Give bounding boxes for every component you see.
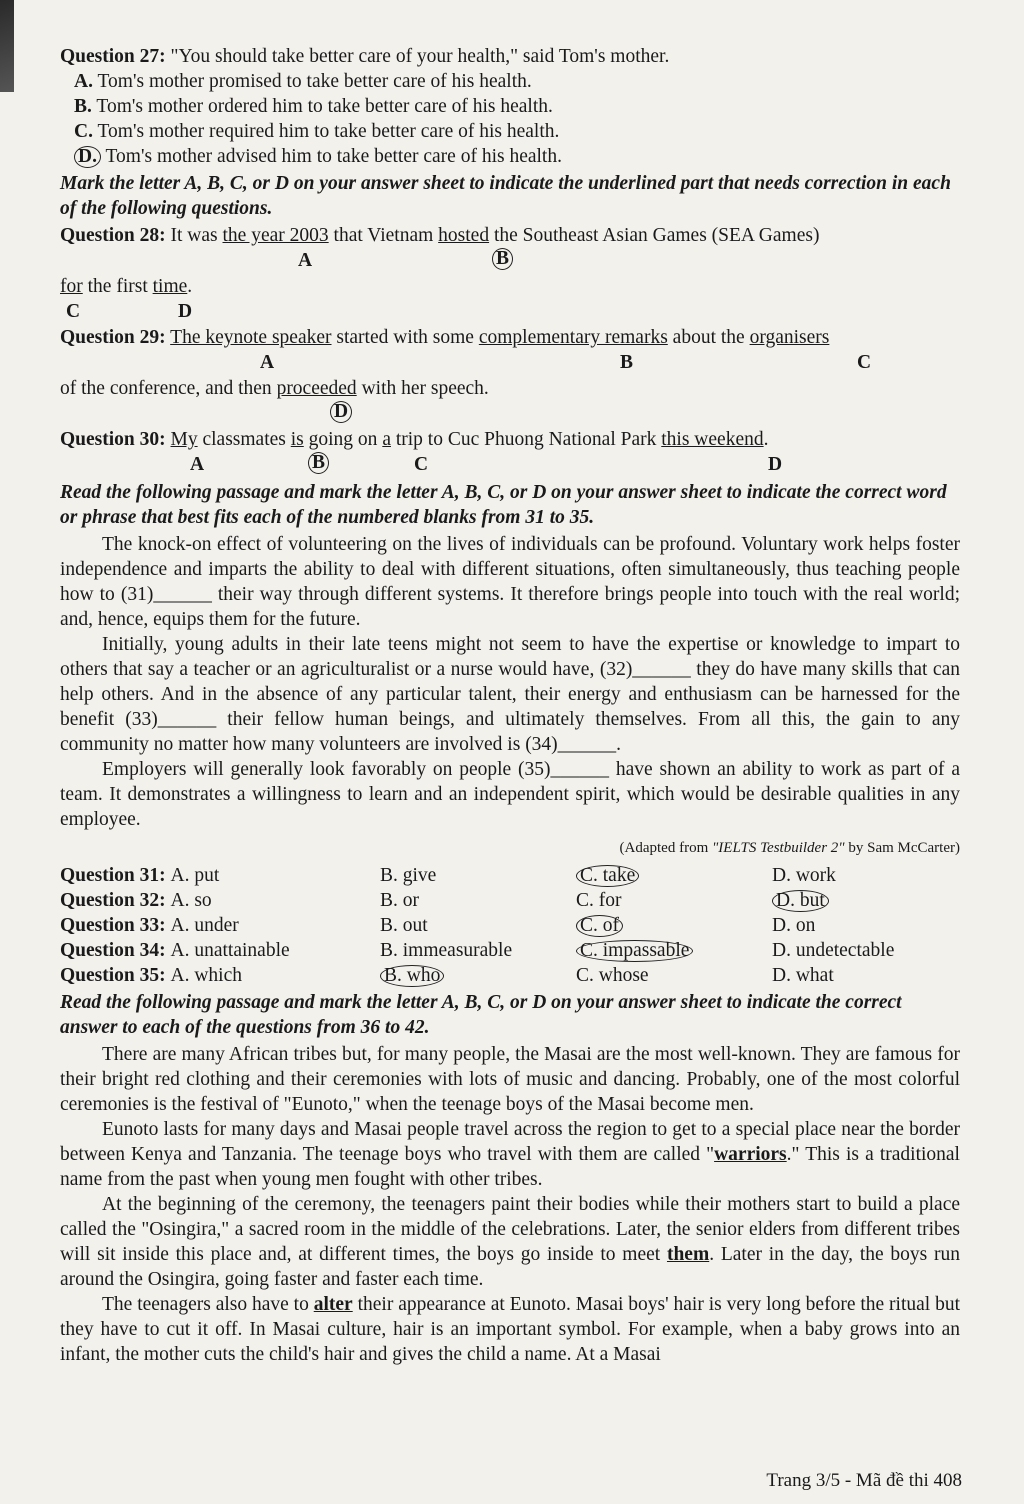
answer-question-cell — [60, 938, 380, 963]
text: It was — [170, 225, 223, 246]
text: . — [763, 429, 769, 450]
part-letter-c: C — [857, 352, 872, 373]
choice-b: B. immeasurable — [380, 940, 513, 961]
letter-row — [60, 299, 960, 325]
text: that Vietnam — [328, 225, 439, 246]
choice-a: A. put — [170, 865, 220, 886]
text: . Later in the day, the boys run around the Osingira, going faster and faster each time. — [60, 1244, 961, 1290]
underlined-part-b: is — [290, 429, 304, 450]
passage-1-paragraph: Initially, young adults in their late teens might not seem to have the expertise or knowledge to impart to others that say a teacher or an agriculturalist or a nurse would have, (32)______ they do have many skills that can help others. And in the absence of any particular talent, their energy and enthusiasm can be harnessed for the benefit (33)______ their fellow human beings, and ultimately themselves. From all this, the gain to any community no matter how many volunteers are involved is (34)______. — [60, 634, 960, 755]
option-letter: B. — [74, 96, 92, 117]
question-29 — [60, 325, 960, 350]
text: Eunoto lasts for many days and Masai people travel across the region to get to a special place near the border between Kenya and Tanzania. The teenage boys who travel with them are called " — [60, 1119, 960, 1165]
answer-row-31 — [60, 863, 960, 888]
circled-choice-c: C. impassable — [576, 940, 693, 962]
question-label: Question 34: — [60, 940, 166, 961]
source-title: "IELTS Testbuilder 2" — [712, 840, 845, 856]
letter-row — [60, 401, 960, 427]
answer-row-34 — [60, 938, 960, 963]
choice-b-cell — [380, 963, 576, 988]
answer-row-33 — [60, 913, 960, 938]
text: about the — [667, 327, 750, 348]
choice-d: D. on — [772, 915, 816, 936]
question-label: Question 33: — [60, 915, 166, 936]
question-label: Question 30: — [60, 429, 166, 450]
question-stem: "You should take better care of your health," said Tom's mother. — [170, 46, 670, 67]
option-a — [74, 69, 960, 94]
letter-row — [60, 248, 960, 274]
passage-2-paragraph — [60, 1117, 960, 1192]
choice-a: A. so — [170, 890, 212, 911]
part-letter-a: A — [298, 250, 313, 271]
choice-c: C. for — [576, 890, 622, 911]
circled-choice-c: C. of — [576, 915, 623, 937]
source-citation — [60, 836, 960, 861]
question-28-line-2 — [60, 274, 960, 299]
choice-d: D. undetectable — [772, 940, 895, 961]
underlined-part-b: complementary remarks — [478, 327, 668, 348]
choice-c: C. whose — [576, 965, 649, 986]
underlined-part-b: hosted — [438, 225, 490, 246]
choice-b: B. or — [380, 890, 419, 911]
part-letter-c: C — [66, 301, 81, 322]
text: with her speech. — [356, 378, 489, 399]
answer-question-cell — [60, 888, 380, 913]
answer-row-32 — [60, 888, 960, 913]
passage-2-paragraph — [60, 1292, 960, 1367]
choice-c-cell — [576, 938, 772, 963]
option-b — [74, 94, 960, 119]
part-letter-d: D — [768, 454, 783, 475]
choice-a: A. unattainable — [170, 940, 290, 961]
question-label: Question 35: — [60, 965, 166, 986]
instruction-36-42: Read the following passage and mark the letter A, B, C, or D on your answer sheet to indicate the correct answer to each of the questions from 36 to 42. — [60, 992, 902, 1038]
option-letter: C. — [74, 121, 93, 142]
choice-d-cell — [772, 888, 960, 913]
underlined-part-d: proceeded — [276, 378, 357, 399]
circled-choice-c: C. take — [576, 865, 639, 887]
text: At the beginning of the ceremony, the teenagers paint their bodies while their mothers start to build a place called the "Osingira," a sacred room in the middle of the celebrations. Later, the senior elders from different tribes will sit inside this place and, at different times, the boys go inside to meet — [60, 1194, 960, 1265]
circled-option-letter: D. — [74, 146, 101, 168]
underlined-part-a: My — [170, 429, 198, 450]
option-letter: A. — [74, 71, 93, 92]
underlined-part-c: a — [382, 429, 391, 450]
text: classmates — [197, 429, 291, 450]
question-label: Question 28: — [60, 225, 166, 246]
source-suffix: by Sam McCarter) — [844, 840, 960, 856]
underlined-part-d: time — [152, 276, 188, 297]
option-c — [74, 119, 960, 144]
option-text: Tom's mother promised to take better care of his health. — [97, 71, 532, 92]
part-letter-a: A — [260, 352, 275, 373]
letter-row — [60, 452, 960, 478]
passage-2-paragraph — [60, 1192, 960, 1292]
option-text: Tom's mother advised him to take better care of his health. — [105, 146, 562, 167]
text: started with some — [331, 327, 479, 348]
option-d — [74, 144, 960, 169]
question-28 — [60, 223, 960, 248]
highlighted-word: warriors — [714, 1144, 787, 1165]
circled-part-letter-b: B — [492, 248, 513, 270]
question-label: Question 29: — [60, 327, 166, 348]
answer-options-table — [60, 863, 960, 988]
choice-c-cell — [576, 913, 772, 938]
question-30 — [60, 427, 960, 452]
circled-part-letter-d: D — [330, 401, 352, 423]
text: trip to Cuc Phuong National Park — [390, 429, 662, 450]
underlined-part-c: for — [60, 276, 83, 297]
answer-row-35 — [60, 963, 960, 988]
choice-a: A. which — [170, 965, 243, 986]
question-label: Question 32: — [60, 890, 166, 911]
text: of the conference, and then — [60, 378, 277, 399]
question-27 — [60, 44, 960, 69]
choice-d: D. work — [772, 865, 836, 886]
source-prefix: (Adapted from — [619, 840, 712, 856]
option-text: Tom's mother required him to take better care of his health. — [97, 121, 560, 142]
page-footer: Trang 3/5 - Mã đề thi 408 — [766, 1470, 962, 1491]
question-29-line-2 — [60, 376, 960, 401]
question-label: Question 31: — [60, 865, 166, 886]
option-text: Tom's mother ordered him to take better care of his health. — [96, 96, 553, 117]
text: ." This is a traditional name from the past when young men fought with other tribes. — [60, 1144, 960, 1190]
text: the first — [82, 276, 153, 297]
text: their appearance at Eunoto. Masai boys' hair is very long before the ritual but they have to cut it off. In Masai culture, hair is an important symbol. For example, when a baby grows into an infant, the mother cuts the child's hair and gives the child a name. At a Masai — [60, 1294, 960, 1365]
question-label: Question 27: — [60, 46, 166, 67]
answer-question-cell — [60, 913, 380, 938]
underlined-part-c: organisers — [749, 327, 830, 348]
part-letter-d: D — [178, 301, 193, 322]
highlighted-word: them — [666, 1244, 710, 1265]
instruction-31-35: Read the following passage and mark the letter A, B, C, or D on your answer sheet to indicate the correct word or phrase that best fits each of the numbered blanks from 31 to 35. — [60, 482, 947, 528]
choice-b: B. out — [380, 915, 428, 936]
circled-choice-d: D. but — [772, 890, 829, 912]
instruction-28-30: Mark the letter A, B, C, or D on your answer sheet to indicate the underlined part that needs correction in each of the following questions. — [60, 173, 951, 219]
underlined-part-a: the year 2003 — [222, 225, 329, 246]
scan-edge — [0, 0, 14, 92]
answer-question-cell — [60, 963, 380, 988]
letter-row — [60, 350, 960, 376]
passage-1-paragraph: The knock-on effect of volunteering on the lives of individuals can be profound. Voluntary work helps foster independence and imparts the ability to deal with different situations, often simultaneously, thus teaching people how to (31)______ their way through different systems. It therefore brings people into touch with the real world; and, hence, equips them for the future. — [60, 534, 960, 630]
text: The teenagers also have to — [102, 1294, 314, 1315]
underlined-part-a: The keynote speaker — [170, 327, 332, 348]
choice-b: B. give — [380, 865, 437, 886]
text: the Southeast Asian Games (SEA Games) — [489, 225, 820, 246]
part-letter-b: B — [620, 352, 634, 373]
choice-a: A. under — [170, 915, 239, 936]
highlighted-word: alter — [313, 1294, 353, 1315]
underlined-part-d: this weekend — [661, 429, 764, 450]
part-letter-a: A — [190, 454, 205, 475]
choice-c-cell — [576, 863, 772, 888]
circled-choice-b: B. who — [380, 965, 444, 987]
part-letter-c: C — [414, 454, 429, 475]
text: . — [187, 276, 193, 297]
answer-question-cell — [60, 863, 380, 888]
choice-d: D. what — [772, 965, 834, 986]
passage-2-paragraph: There are many African tribes but, for many people, the Masai are the most well-known. They are famous for their bright red clothing and their ceremonies with lots of music and dancing. Probably, one of the most colorful ceremonies is the festival of "Eunoto," when the teenage boys of the Masai become men. — [60, 1044, 960, 1115]
page-content — [60, 44, 960, 1367]
passage-1-paragraph: Employers will generally look favorably on people (35)______ have shown an ability to work as part of a team. It demonstrates a willingness to learn and an independent spirit, which would be desirable qualities in any employee. — [60, 759, 960, 830]
circled-part-letter-b: B — [308, 452, 329, 474]
text: going on — [303, 429, 383, 450]
